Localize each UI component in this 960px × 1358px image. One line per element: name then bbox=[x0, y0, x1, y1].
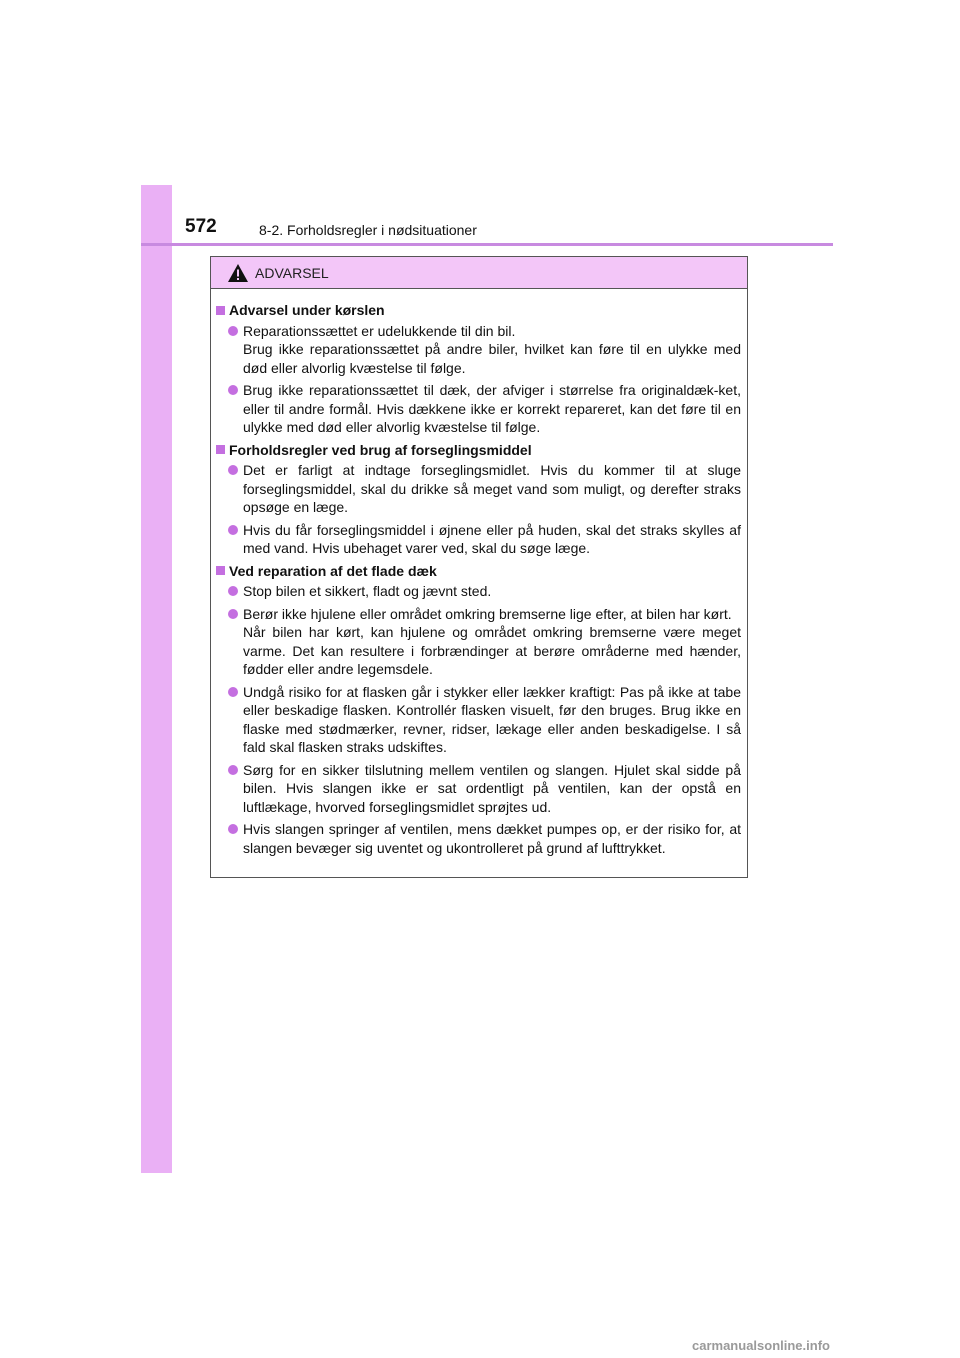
bullet-text: Undgå risiko for at flasken går i stykker eller lækker kraftigt: Pas på ikke at tabe eller beskadige flasken. Kontrollér flasken visuelt, før den bruges. Brug ikke en flaske med stødmærker, revner, ridser, lækage eller anden beskadigelse. I så fald skal flasken straks udskiftes. bbox=[243, 683, 741, 755]
section-heading-text: Advarsel under kørslen bbox=[229, 302, 385, 318]
watermark: carmanualsonline.info bbox=[692, 1338, 830, 1353]
bullet-item bbox=[216, 683, 741, 757]
bullet-item bbox=[216, 461, 741, 517]
page-number: 572 bbox=[185, 216, 217, 237]
section-heading bbox=[216, 562, 741, 581]
square-bullet-icon bbox=[216, 566, 225, 575]
bullet-item bbox=[216, 322, 741, 378]
warning-label: ADVARSEL bbox=[255, 265, 329, 281]
bullet-item bbox=[216, 820, 741, 857]
header-rule bbox=[141, 243, 833, 246]
bullet-text: Reparationssættet er udelukkende til din bil. bbox=[243, 322, 516, 339]
warning-box bbox=[210, 256, 748, 878]
bullet-text: Når bilen har kørt, kan hjulene og området omkring bremserne være meget varme. Det kan resultere i forbrændinger at berøre områderne med hænder, fødder eller andre legemsdele. bbox=[243, 624, 741, 677]
bullet-text: Brug ikke reparationssættet til dæk, der afviger i størrelse fra originaldæk-ket, eller til andre formål. Hvis dækkene ikke er korrekt repareret, kan det føre til en ulykke med død eller alvorlig kvæstelse til følge. bbox=[243, 382, 741, 435]
round-bullet-icon bbox=[228, 609, 238, 619]
warning-body bbox=[211, 289, 747, 857]
chapter-side-band bbox=[141, 185, 172, 1173]
bullet-text: Brug ikke reparationssættet på andre biler, hvilket kan føre til en ulykke med død eller alvorlig kvæstelse til følge. bbox=[243, 341, 741, 376]
round-bullet-icon bbox=[228, 326, 238, 336]
bullet-text: Hvis slangen springer af ventilen, mens dækket pumpes op, er der risiko for, at slangen bevæger sig uventet og ukontrolleret på grund af lufttrykket. bbox=[243, 821, 741, 856]
warning-header bbox=[211, 257, 747, 289]
section-heading-text: Ved reparation af det flade dæk bbox=[229, 562, 437, 579]
bullet-text: Det er farligt at indtage forseglingsmidlet. Hvis du kommer til at sluge forseglingsmiddel, skal du drikke så meget vand som muligt, og derefter straks opsøge en læge. bbox=[243, 462, 741, 515]
bullet-item bbox=[216, 605, 741, 679]
round-bullet-icon bbox=[228, 586, 238, 596]
bullet-text: Berør ikke hjulene eller området omkring bremserne lige efter, at bilen har kørt. bbox=[243, 605, 732, 622]
bullet-item bbox=[216, 761, 741, 817]
square-bullet-icon bbox=[216, 445, 225, 454]
bullet-text: Stop bilen et sikkert, fladt og jævnt sted. bbox=[243, 583, 492, 599]
round-bullet-icon bbox=[228, 765, 238, 775]
bullet-item bbox=[216, 381, 741, 437]
bullet-item bbox=[216, 521, 741, 558]
round-bullet-icon bbox=[228, 687, 238, 697]
bullet-item bbox=[216, 582, 741, 601]
warning-triangle-icon bbox=[227, 263, 249, 283]
square-bullet-icon bbox=[216, 306, 225, 315]
round-bullet-icon bbox=[228, 525, 238, 535]
round-bullet-icon bbox=[228, 465, 238, 475]
section-heading bbox=[216, 301, 741, 320]
round-bullet-icon bbox=[228, 385, 238, 395]
bullet-text: Sørg for en sikker tilslutning mellem ventilen og slangen. Hjulet skal sidde på bilen. Hvis slangen ikke er sat ordentligt på ventilen, kan der opstå en luftlækage, hvorved forseglingsmidlet sprøjtes ud. bbox=[243, 761, 741, 815]
bullet-text: Hvis du får forseglingsmiddel i øjnene eller på huden, skal det straks skylles af med vand. Hvis ubehaget varer ved, skal du søge læge. bbox=[243, 521, 741, 556]
round-bullet-icon bbox=[228, 824, 238, 834]
section-title: 8-2. Forholdsregler i nødsituationer bbox=[259, 222, 477, 238]
section-heading-text: Forholdsregler ved brug af forseglingsmiddel bbox=[229, 441, 532, 458]
section-heading bbox=[216, 441, 741, 460]
